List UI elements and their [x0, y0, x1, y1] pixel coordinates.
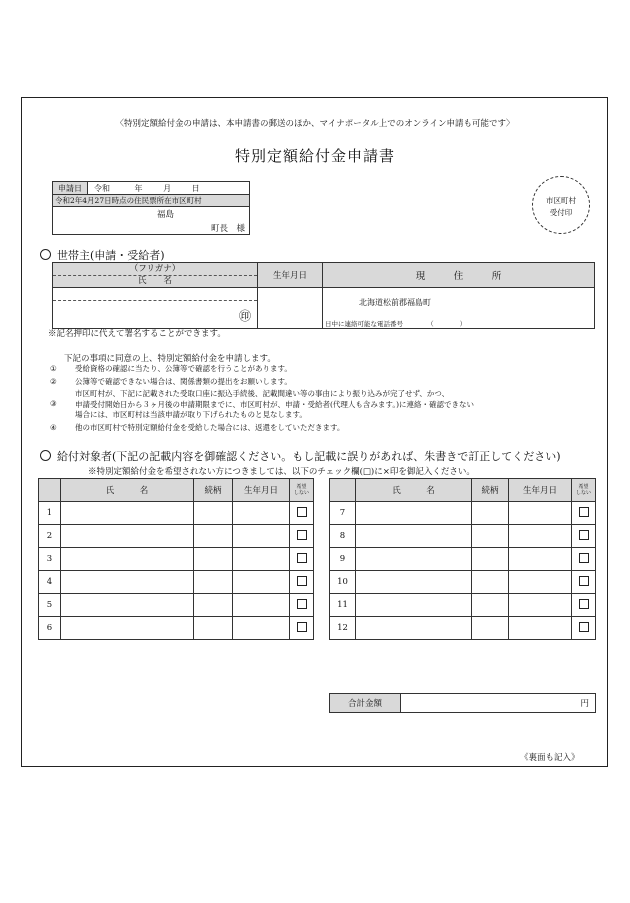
seal-mark: ㊞: [238, 309, 251, 323]
dob-cell[interactable]: [509, 594, 572, 617]
relation-col-header: 続柄: [194, 479, 233, 502]
consent-item: ③ 市区町村が、下記に記載された受取口座に振込手続後、記載間違い等の事由により振り込みが完了せず、かつ、 申請受付開始日から３ヶ月後の申請期限までに、市区町村が、申請・受給者(代理人も含みます。)に連絡・確認できない 場合には、市区町村は当該申請が取り下げられたものと見なします。: [50, 389, 474, 419]
decline-col-header: 希望 しない: [290, 479, 314, 502]
application-date-label: 申請日: [53, 182, 88, 195]
name-cell[interactable]: [61, 502, 194, 525]
householder-table: [52, 262, 595, 329]
beneficiaries-table-right: [329, 478, 596, 640]
decline-checkbox[interactable]: [297, 530, 307, 540]
row-number: 3: [39, 548, 61, 571]
date-residence-box: [52, 181, 250, 235]
decline-checkbox[interactable]: [579, 599, 589, 609]
consent-item: ② 公簿等で確認できない場合は、関係書類の提出をお願いします。: [50, 376, 292, 386]
dob-cell[interactable]: [509, 617, 572, 640]
beneficiaries-note: ※特別定額給付金を希望されない方につきましては、以下のチェック欄(□)に×印を御記入ください。: [88, 467, 475, 477]
name-col-header: 氏 名: [61, 479, 194, 502]
residence-city: 福島: [157, 209, 175, 220]
dob-field[interactable]: [258, 288, 323, 329]
decline-cell[interactable]: [572, 548, 596, 571]
yen-unit: 円: [580, 699, 589, 709]
row-number: 7: [330, 502, 356, 525]
decline-checkbox[interactable]: [297, 576, 307, 586]
total-label: 合計金額: [330, 694, 401, 713]
row-number: 12: [330, 617, 356, 640]
dob-cell[interactable]: [233, 571, 290, 594]
name-cell[interactable]: [61, 571, 194, 594]
dob-cell[interactable]: [509, 548, 572, 571]
table-row: [39, 594, 314, 617]
consent-intro: 下記の事項に同意の上、特別定額給付金を申請します。: [64, 354, 276, 364]
relation-cell[interactable]: [194, 502, 233, 525]
address-header: 現 住 所: [323, 263, 595, 288]
decline-cell[interactable]: [572, 502, 596, 525]
decline-cell[interactable]: [572, 594, 596, 617]
furigana-label: （フリガナ）: [53, 264, 257, 276]
name-cell[interactable]: [61, 548, 194, 571]
decline-cell[interactable]: [572, 571, 596, 594]
table-row: [39, 617, 314, 640]
reception-stamp-area: [532, 176, 590, 234]
dob-cell[interactable]: [233, 548, 290, 571]
decline-checkbox[interactable]: [579, 622, 589, 632]
relation-cell[interactable]: [194, 548, 233, 571]
table-row: [39, 502, 314, 525]
name-cell[interactable]: [61, 525, 194, 548]
name-col-header: 氏 名: [356, 479, 472, 502]
residence-label: 令和2年4月27日時点の住民票所在市区町村: [53, 195, 250, 207]
decline-checkbox[interactable]: [579, 507, 589, 517]
decline-cell[interactable]: [290, 548, 314, 571]
relation-cell[interactable]: [194, 617, 233, 640]
relation-cell[interactable]: [472, 548, 509, 571]
consent-list: [50, 364, 590, 433]
dob-cell[interactable]: [509, 571, 572, 594]
dob-cell[interactable]: [233, 594, 290, 617]
decline-checkbox[interactable]: [297, 553, 307, 563]
decline-checkbox[interactable]: [579, 530, 589, 540]
name-label: 氏 名: [137, 275, 172, 286]
table-row: [330, 571, 596, 594]
decline-cell[interactable]: [290, 594, 314, 617]
residence-mayor: 町長 様: [210, 223, 245, 234]
name-cell[interactable]: [356, 571, 472, 594]
decline-cell[interactable]: [572, 525, 596, 548]
consent-item: ④ 他の市区町村で特別定額給付金を受給した場合には、返還をしていただきます。: [50, 422, 345, 432]
row-number: 2: [39, 525, 61, 548]
table-row: [330, 548, 596, 571]
dob-col-header: 生年月日: [509, 479, 572, 502]
residence-field[interactable]: [53, 207, 250, 235]
table-row: [39, 571, 314, 594]
table-row: [330, 502, 596, 525]
total-box: [329, 693, 596, 713]
beneficiaries-table-left: [38, 478, 314, 640]
row-number: 10: [330, 571, 356, 594]
dob-cell[interactable]: [509, 502, 572, 525]
decline-cell[interactable]: [290, 571, 314, 594]
beneficiaries-heading: 給付対象者(下記の記載内容を御確認ください。もし記載に誤りがあれば、朱書きで訂正してください): [40, 448, 561, 464]
application-date-field[interactable]: [88, 182, 250, 195]
circle-icon: [40, 249, 51, 260]
table-row: [39, 548, 314, 571]
name-header: [53, 263, 258, 288]
num-header: [39, 479, 61, 502]
phone-label: 日中に連絡可能な電話番号: [325, 320, 403, 328]
relation-cell[interactable]: [472, 571, 509, 594]
relation-cell[interactable]: [194, 594, 233, 617]
online-notice: 〈特別定額給付金の申請は、本申請書の郵送のほか、マイナポータル上でのオンライン申請も可能です〉: [115, 119, 515, 129]
relation-cell[interactable]: [472, 594, 509, 617]
name-cell[interactable]: [356, 502, 472, 525]
decline-checkbox[interactable]: [579, 576, 589, 586]
stamp-line2: 受付印: [549, 208, 573, 217]
consent-item: ① 受給資格の確認に当たり、公簿等で確認を行うことがあります。: [50, 364, 292, 373]
dob-col-header: 生年月日: [233, 479, 290, 502]
decline-col-header: 希望 しない: [572, 479, 596, 502]
total-field[interactable]: [401, 694, 596, 713]
decline-cell[interactable]: [572, 617, 596, 640]
decline-cell[interactable]: [290, 502, 314, 525]
relation-cell[interactable]: [194, 525, 233, 548]
table-row: [39, 525, 314, 548]
stamp-line1: 市区町村: [546, 196, 576, 205]
decline-checkbox[interactable]: [297, 622, 307, 632]
phone-line[interactable]: [323, 308, 594, 328]
relation-cell[interactable]: [472, 617, 509, 640]
table-row: [330, 617, 596, 640]
relation-cell[interactable]: [472, 525, 509, 548]
decline-checkbox[interactable]: [297, 507, 307, 517]
row-number: 5: [39, 594, 61, 617]
row-number: 6: [39, 617, 61, 640]
signature-note: ※記名押印に代えて署名することができます。: [48, 329, 226, 339]
name-cell[interactable]: [356, 548, 472, 571]
row-number: 8: [330, 525, 356, 548]
name-field[interactable]: [53, 288, 258, 329]
dob-header: 生年月日: [258, 263, 323, 288]
decline-checkbox[interactable]: [297, 599, 307, 609]
dob-cell[interactable]: [233, 617, 290, 640]
month-label: 月: [163, 183, 172, 193]
table-row: [330, 594, 596, 617]
dob-cell[interactable]: [233, 525, 290, 548]
name-cell[interactable]: [356, 617, 472, 640]
name-cell[interactable]: [356, 594, 472, 617]
day-label: 日: [191, 183, 200, 193]
furigana-field[interactable]: [53, 288, 257, 301]
decline-cell[interactable]: [290, 525, 314, 548]
decline-checkbox[interactable]: [579, 553, 589, 563]
householder-heading: 世帯主(申請・受給者): [40, 247, 165, 263]
address-value: 北海道松前郡福島町: [359, 298, 431, 307]
row-number: 4: [39, 571, 61, 594]
address-field[interactable]: [323, 288, 595, 329]
dob-cell[interactable]: [509, 525, 572, 548]
circle-icon: [40, 450, 51, 461]
form-title: 特別定額給付金申請書: [234, 147, 395, 165]
year-label: 年: [134, 183, 143, 193]
relation-cell[interactable]: [194, 571, 233, 594]
table-row: [330, 525, 596, 548]
relation-col-header: 続柄: [472, 479, 509, 502]
dob-cell[interactable]: [233, 502, 290, 525]
decline-cell[interactable]: [290, 617, 314, 640]
era: 令和: [94, 183, 110, 193]
name-cell[interactable]: [61, 617, 194, 640]
num-header: [330, 479, 356, 502]
row-number: 11: [330, 594, 356, 617]
back-note: 《裏面も記入》: [520, 753, 580, 763]
phone-parens: （ ）: [427, 320, 467, 328]
row-number: 1: [39, 502, 61, 525]
name-cell[interactable]: [61, 594, 194, 617]
row-number: 9: [330, 548, 356, 571]
relation-cell[interactable]: [472, 502, 509, 525]
name-cell[interactable]: [356, 525, 472, 548]
